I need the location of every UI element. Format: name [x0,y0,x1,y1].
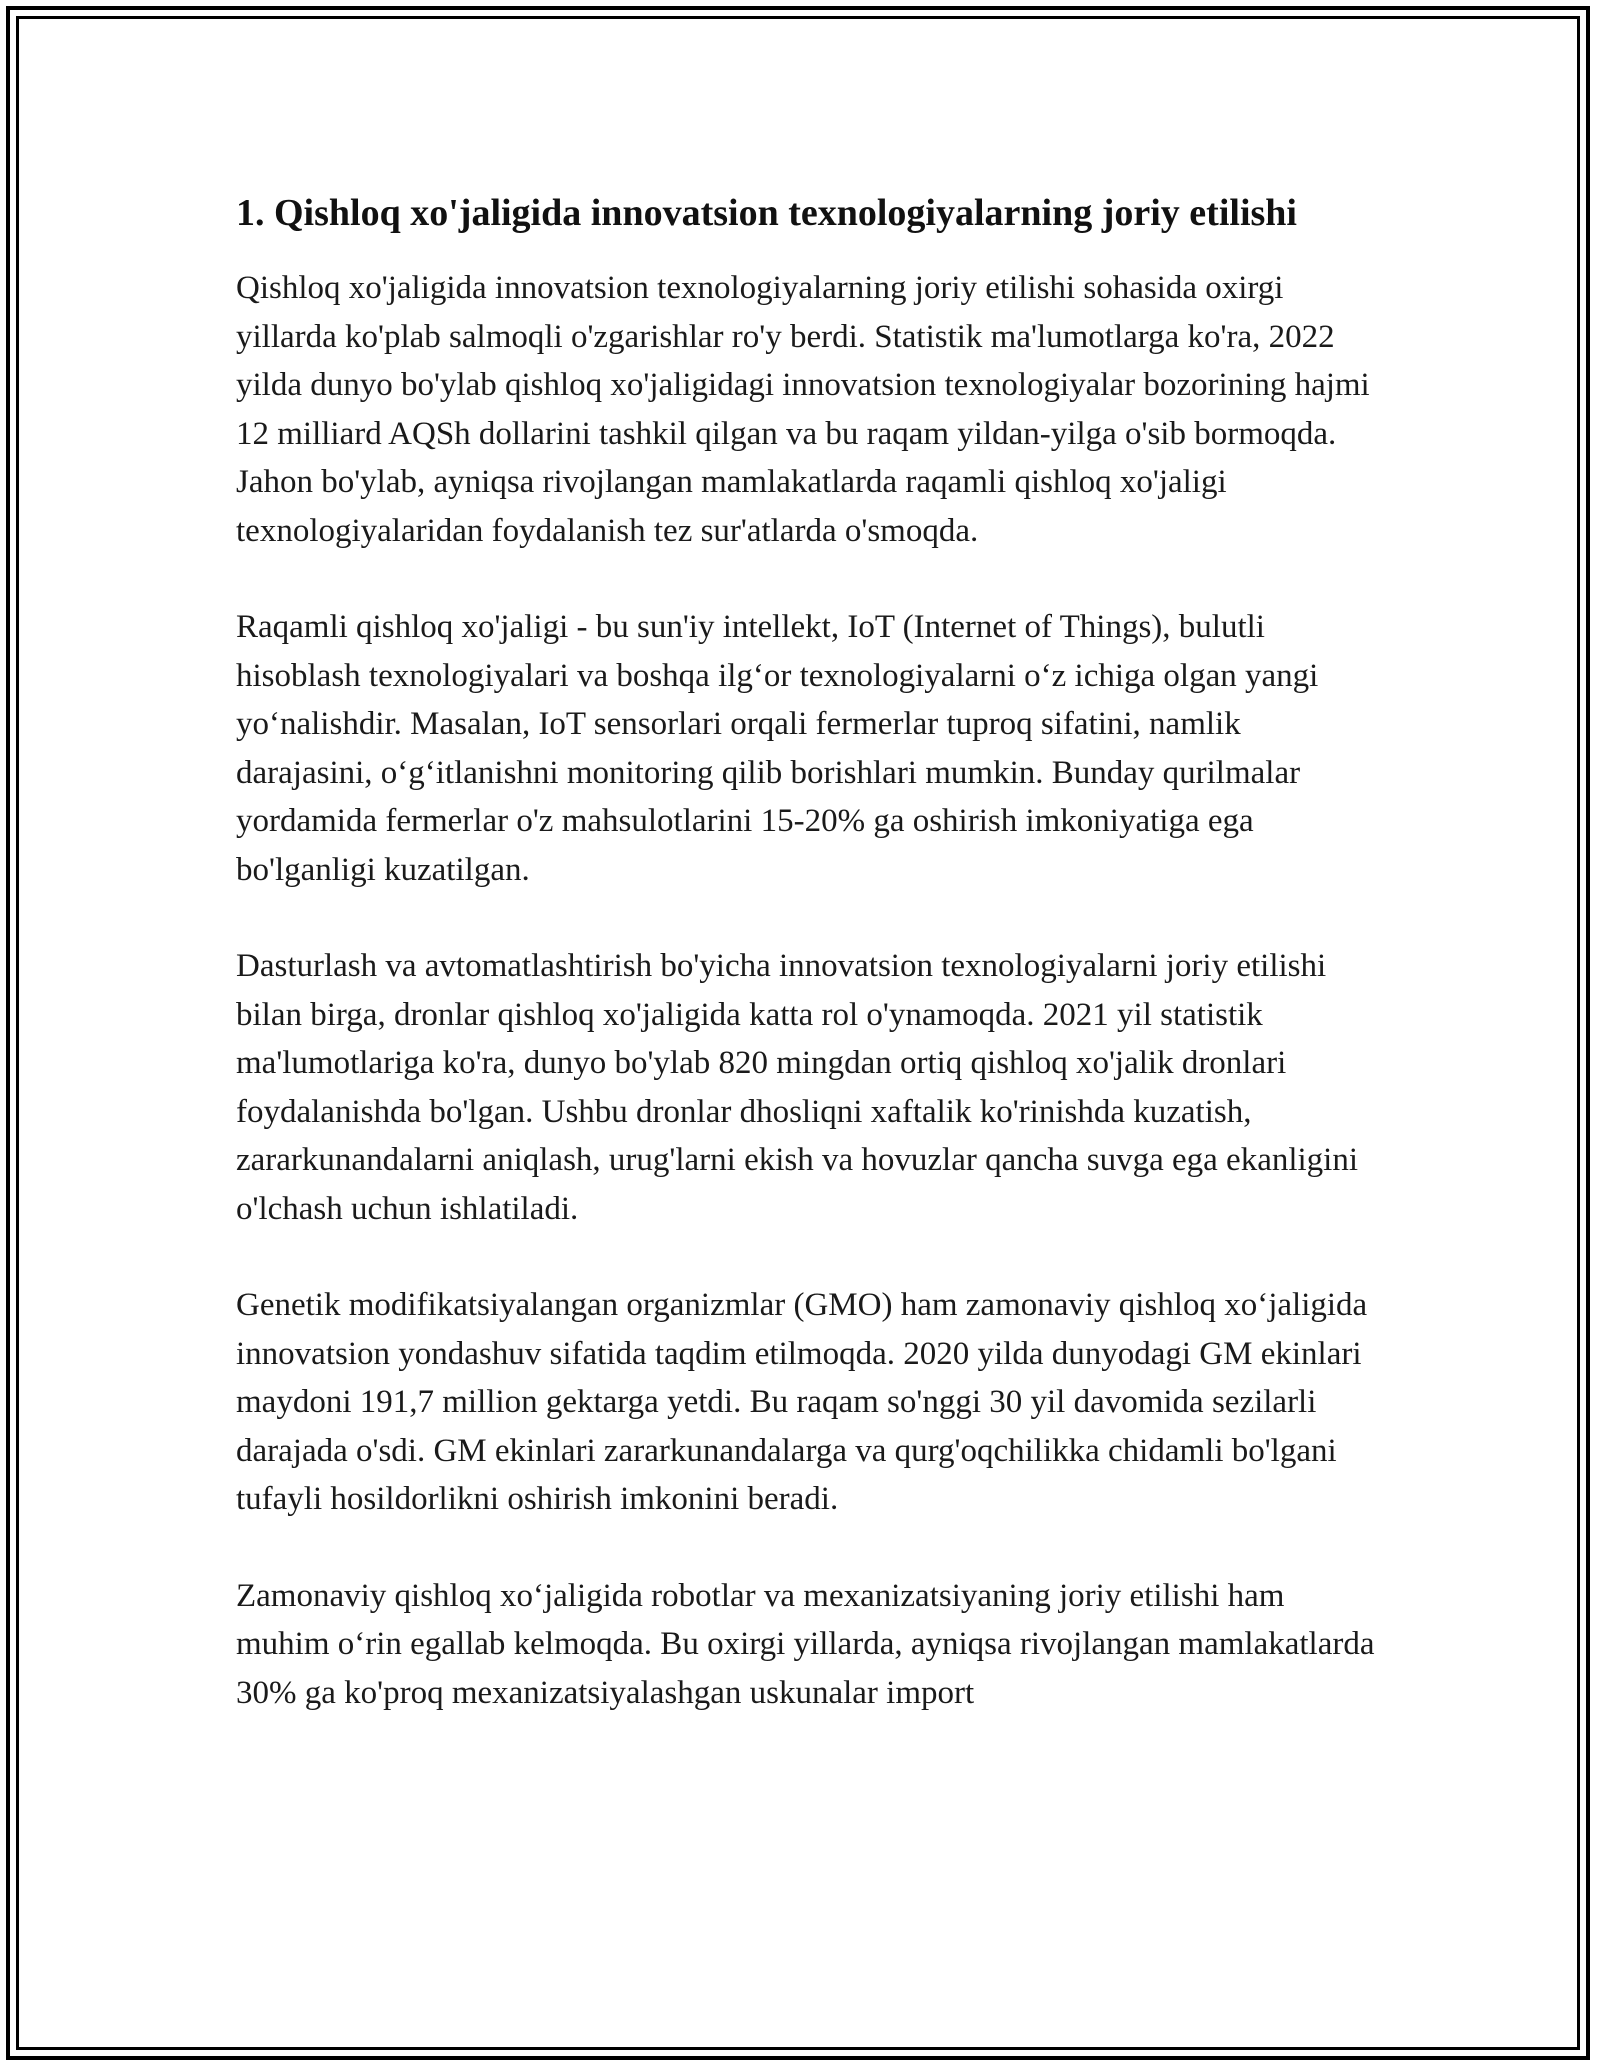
paragraph-robots: Zamonaviy qishloq xo‘jaligida robotlar va mexanizatsiyaning joriy etilishi ham muhim o‘rin egallab kelmoqda. Bu oxirgi yillarda, ayniqsa rivojlangan mamlakatlarda 30% ga ko'proq mexanizatsiyalashgan uskunalar import [236,1577,1375,1711]
paragraph-innovation-market: Qishloq xo'jaligida innovatsion texnologiyalarning joriy etilishi sohasida oxirgi yillarda ko'plab salmoqli o'zgarishlar ro'y berdi. Statistik ma'lumotlarga ko'ra, 2022 yilda dunyo bo'ylab qishloq xo'jaligidagi innovatsion texnologiyalar bozorining hajmi 12 milliard AQSh dollarini tashkil qilgan va bu raqam yildan-yilga o'sib bormoqda. Jahon bo'ylab, ayniqsa rivojlangan mamlakatlarda raqamli qishloq xo'jaligi texnologiyalaridan foydalanish tez sur'atlarda o'smoqda. [236,270,1370,549]
paragraph-drones: Dasturlash va avtomatlashtirish bo'yicha innovatsion texnologiyalarni joriy etilishi bilan birga, dronlar qishloq xo'jaligida katta rol o'ynamoqda. 2021 yil statistik ma'lumotlariga ko'ra, dunyo bo'ylab 820 mingdan ortiq qishloq xo'jalik dronlari foydalanishda bo'lgan. Ushbu dronlar dhosliqni xaftalik ko'rinishda kuzatish, zararkunandalarni aniqlash, urug'larni ekish va hovuzlar qancha suvga ega ekanligini o'lchash uchun ishlatiladi. [236,948,1359,1227]
document-body [236,186,1376,1717]
paragraph-gmo: Genetik modifikatsiyalangan organizmlar (GMO) ham zamonaviy qishloq xo‘jaligida innovatsion yondashuv sifatida taqdim etilmoqda. 2020 yilda dunyodagi GM ekinlari maydoni 191,7 million gektarga yetdi. Bu raqam so'nggi 30 yil davomida sezilarli darajada o'sdi. GM ekinlari zararkunandalarga va qurg'oqchilikka chidamli bo'lgani tufayli hosildorlikni oshirish imkonini beradi. [236,1287,1368,1517]
paragraph-digital-agriculture: Raqamli qishloq xo'jaligi - bu sun'iy intellekt, IoT (Internet of Things), bulutli hisoblash texnologiyalari va boshqa ilg‘or texnologiyalarni o‘z ichiga olgan yangi yo‘nalishdir. Masalan, IoT sensorlari orqali fermerlar tuproq sifatini, namlik darajasini, o‘g‘itlanishni monitoring qilib borishlari mumkin. Bunday qurilmalar yordamida fermerlar o'z mahsulotlarini 15-20% ga oshirish imkoniyatiga ega bo'lganligi kuzatilgan. [236,609,1319,888]
section-heading: 1. Qishloq xo'jaligida innovatsion texnologiyalarning joriy etilishi [236,192,1297,234]
